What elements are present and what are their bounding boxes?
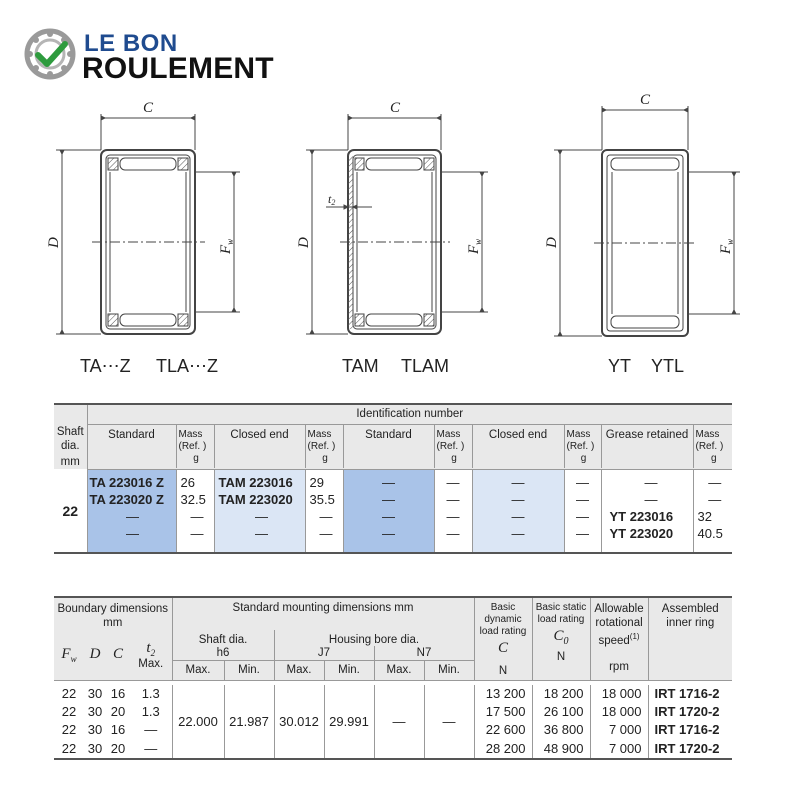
table-row: TA 223020 Z <box>89 491 164 507</box>
type-label-tam: TAM <box>342 356 379 376</box>
dim-fw-label: $F_w$ <box>466 238 483 254</box>
shaft-dia-sub: Shaft dia. <box>172 630 274 646</box>
drawing-ta-z <box>56 114 240 334</box>
col-min: Min. <box>424 660 474 680</box>
type-label-ta-z: TA⋯Z <box>80 356 131 376</box>
table-row: 22 30 20 1.3 17 500 26 100 18 000 IRT 1720-2 <box>61 704 720 719</box>
table-row: 22 30 20 — 28 200 48 900 7 000 IRT 1720-2 <box>54 739 732 759</box>
static-load-header: Basic static load rating $C_0$ N <box>532 597 590 680</box>
ta-mass-cell: 26 32.5 — — <box>176 469 214 553</box>
col-mass: Mass (Ref. ) g <box>176 424 214 468</box>
col-mass: Mass (Ref. ) g <box>564 424 601 468</box>
identification-header: Identification number <box>87 404 732 424</box>
dimensions-table <box>54 596 732 760</box>
shaft-dia-header: Shaft dia. mm <box>54 404 87 469</box>
yt-cell: — — YT 223016 YT 223020 <box>601 469 693 553</box>
housing-bore-sub: Housing bore dia. <box>274 630 474 646</box>
type-label-yt: YT <box>608 356 632 376</box>
col-min: Min. <box>224 660 274 680</box>
dim-fw-label: $F_w$ <box>718 238 735 254</box>
col-mass: Mass (Ref. ) g <box>305 424 343 468</box>
tol-h6: h6 <box>172 646 274 660</box>
col-min: Min. <box>324 660 374 680</box>
drawing-yt <box>554 106 740 336</box>
sym-d: D <box>89 646 101 663</box>
dim-d-label: D <box>544 237 560 248</box>
col-max: Max. <box>374 660 424 680</box>
j7-min-value: 29.991 <box>324 685 374 759</box>
tam-cell: TAM 223016 TAM 223020 — — <box>214 469 305 553</box>
dim-fw-label: $F_w$ <box>218 238 235 254</box>
closed2-mass-cell: — — — — <box>564 469 601 553</box>
col-standard: Standard <box>343 424 434 468</box>
n7-max-value: — <box>374 685 424 759</box>
yt-mass-cell: — — 32 40.5 <box>697 474 723 541</box>
type-label-tlam: TLAM <box>401 356 450 376</box>
tol-n7: N7 <box>374 646 474 660</box>
inner-ring-header: Assembled inner ring <box>648 597 732 680</box>
table-row: 22 30 16 — 22 600 36 800 7 000 IRT 1716-2 <box>61 722 720 737</box>
drawing-tam <box>306 114 488 334</box>
boundary-header: Boundary dimensions mm <box>54 597 172 630</box>
standard2-mass-cell: — — — — <box>434 469 472 553</box>
col-max: Max. <box>172 660 224 680</box>
col-mass: Mass (Ref. ) g <box>434 424 472 468</box>
dim-c-label: C <box>143 100 154 116</box>
identification-table <box>54 403 732 554</box>
dim-d-label: D <box>46 237 62 248</box>
tol-j7: J7 <box>274 646 374 660</box>
col-grease-retained: Grease retained <box>601 424 693 468</box>
col-closed-end: Closed end <box>472 424 564 468</box>
tam-mass-cell: 29 35.5 — — <box>305 469 343 553</box>
dim-t2-label: t2 <box>328 192 336 207</box>
h6-min-value: 21.987 <box>224 685 274 759</box>
table-row: 22 30 16 1.3 22.000 21.987 30.012 29.991 — — 13 200 18 200 18 000 IRT 1716-2 <box>54 685 732 703</box>
j7-max-value: 30.012 <box>274 685 324 759</box>
sym-fw: $F_w$ <box>61 645 77 664</box>
type-label-ytl: YTL <box>651 356 685 376</box>
closed2-cell: — — — — <box>472 469 564 553</box>
dim-c-label: C <box>390 100 401 116</box>
logo-text-top: LE BON <box>84 30 178 57</box>
dim-c-label: C <box>640 92 651 108</box>
sym-t2: $t_2$ Max. <box>130 630 172 680</box>
table-row: TA 223016 Z <box>89 474 164 490</box>
n7-min-value: — <box>424 685 474 759</box>
speed-header: Allowable rotational speed$^{(1)}$ rpm <box>590 597 648 680</box>
standard2-cell: — — — — <box>343 469 434 553</box>
dim-d-label: D <box>296 237 312 248</box>
type-label-tla-z: TLA⋯Z <box>156 356 219 376</box>
sym-c: C <box>112 646 123 663</box>
h6-max-value: 22.000 <box>172 685 224 759</box>
logo-text-bottom: ROULEMENT <box>82 52 274 85</box>
mounting-header: Standard mounting dimensions mm <box>172 597 474 630</box>
ta-cell: TA 223016 Z TA 223020 Z — — <box>87 469 176 553</box>
dynamic-load-header: Basic dynamic load rating C N <box>474 597 532 680</box>
shaft-dia-value: 22 <box>54 469 87 553</box>
col-max: Max. <box>274 660 324 680</box>
col-closed-end: Closed end <box>214 424 305 468</box>
col-mass: Mass (Ref. ) g <box>695 428 724 464</box>
col-standard: Standard <box>87 424 176 468</box>
